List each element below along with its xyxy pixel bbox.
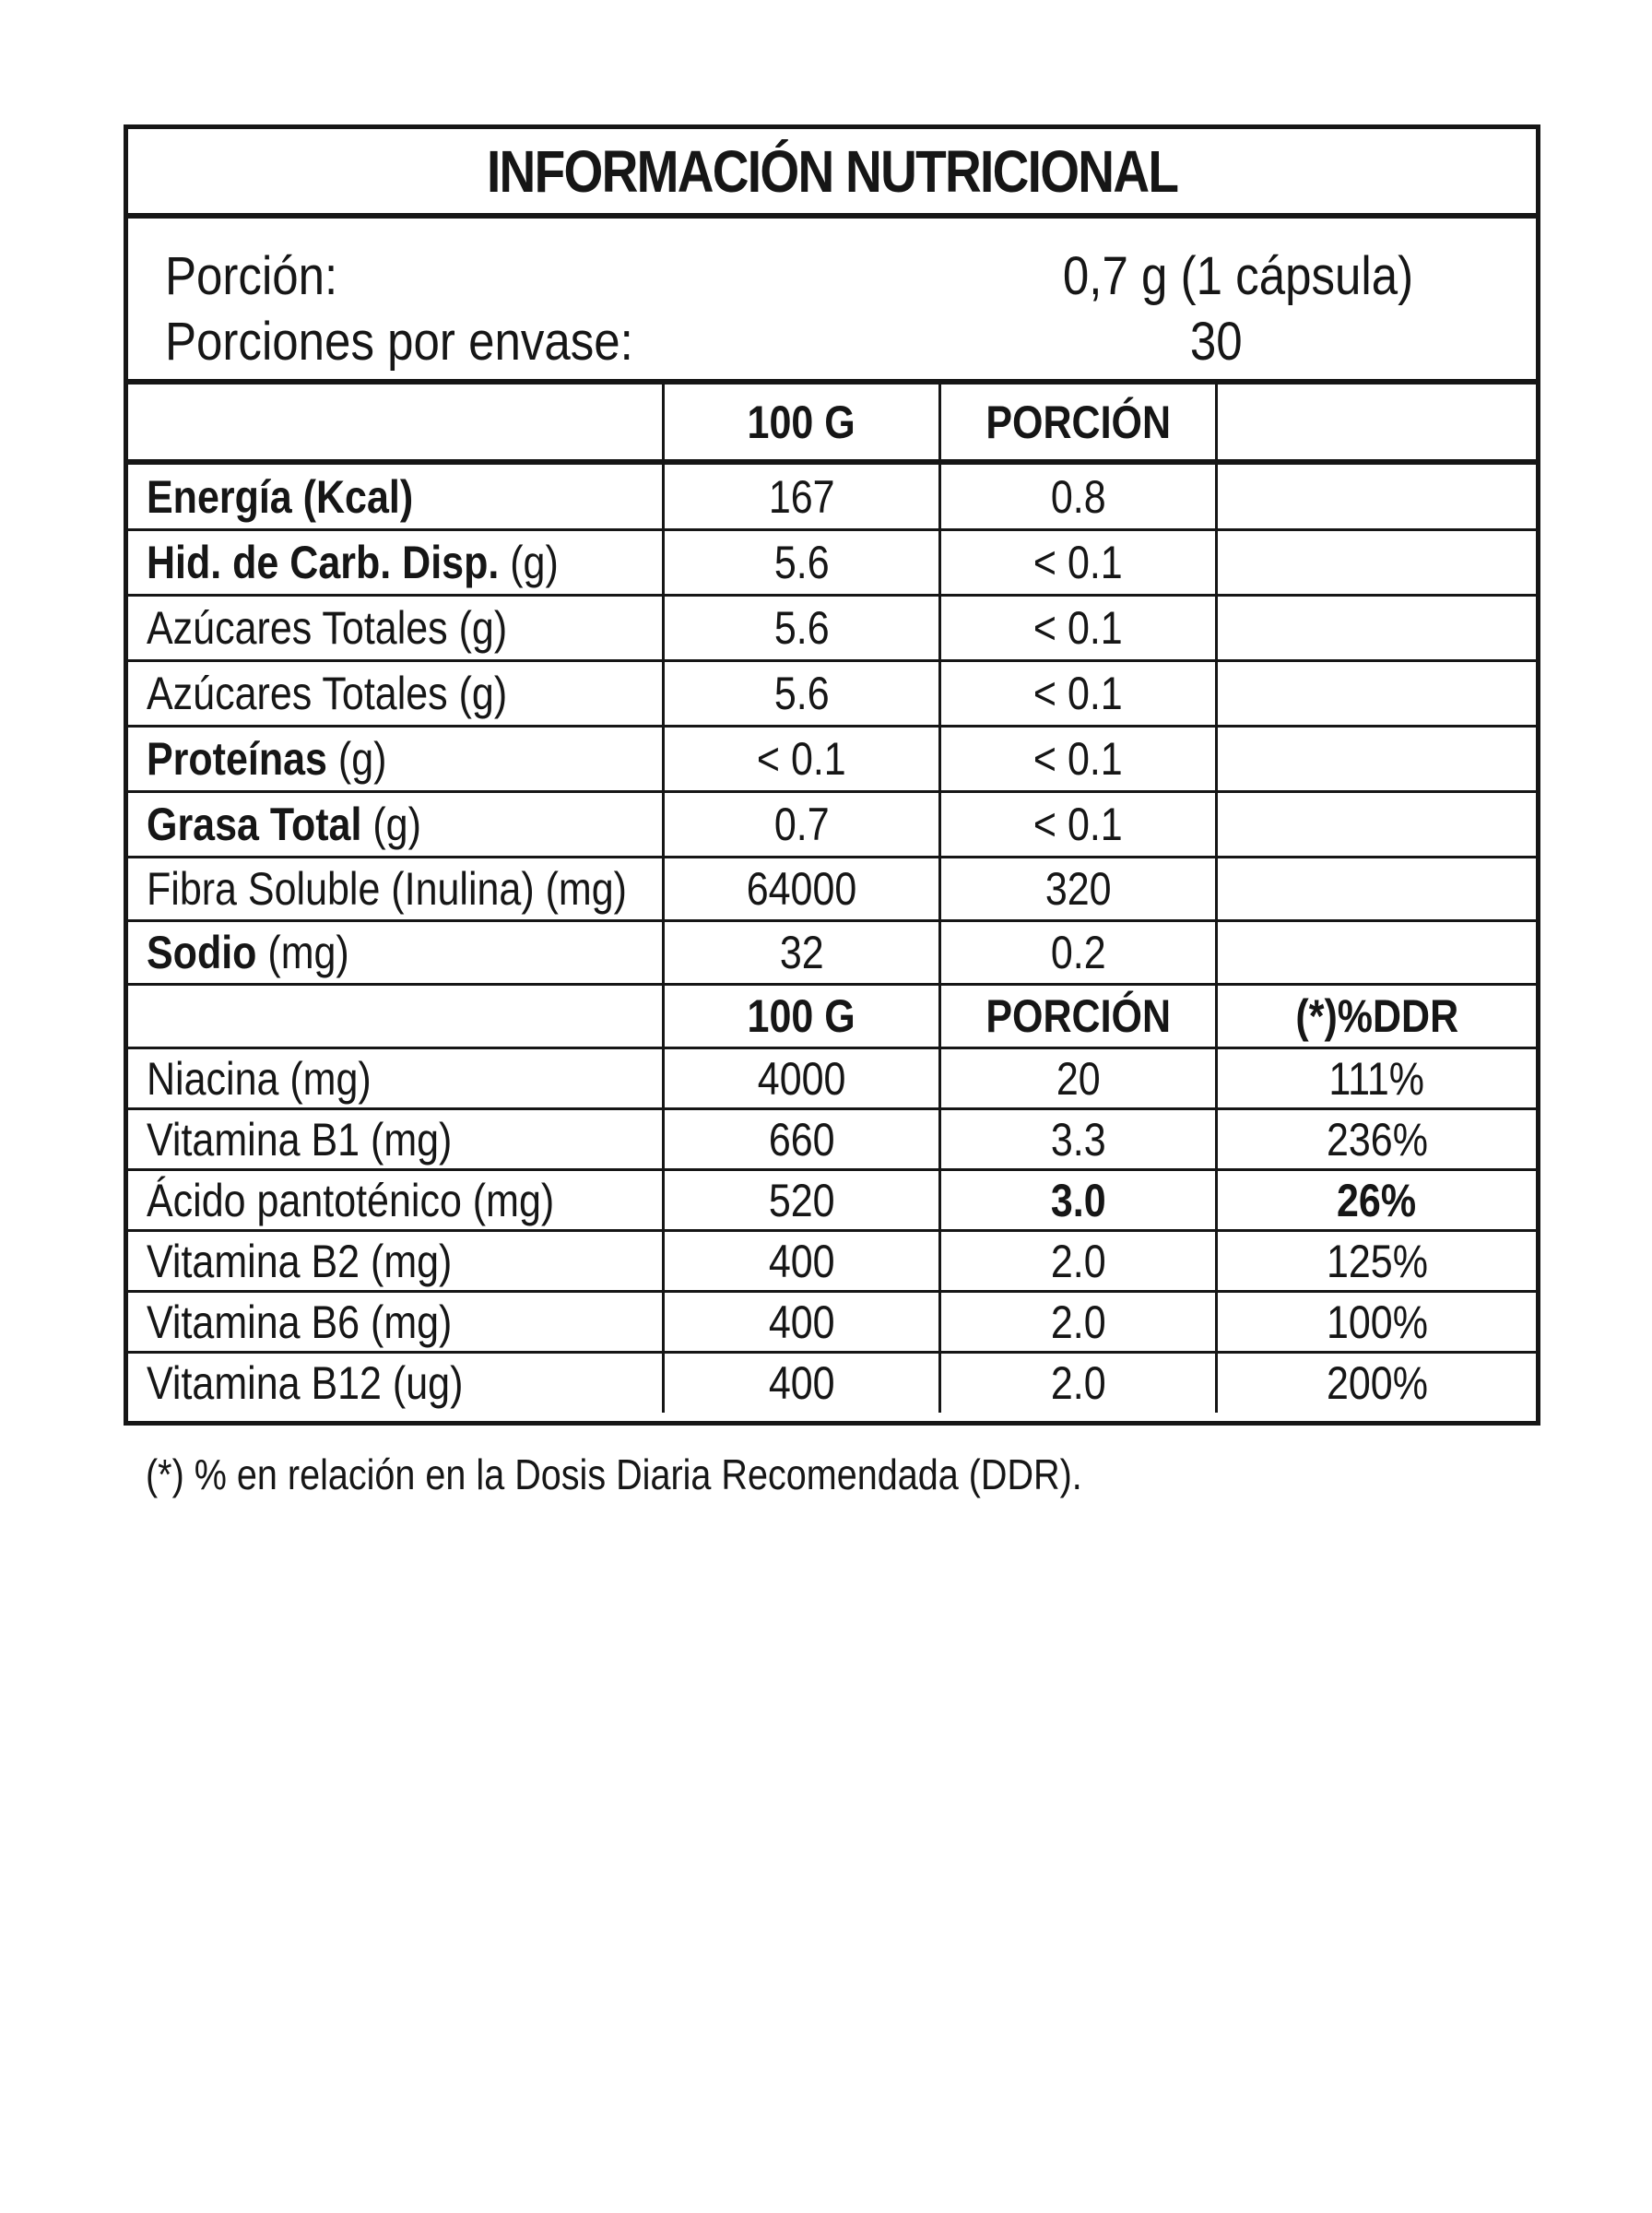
- ddr-value: 125%: [1326, 1235, 1428, 1287]
- nutrient-name-bold: Sodio: [147, 927, 257, 978]
- nutrient-name: [147, 470, 413, 524]
- table-row: [128, 597, 1536, 662]
- table-row: [128, 922, 1536, 986]
- per100-cell: [665, 465, 941, 528]
- per100-cell: [665, 728, 941, 790]
- portion-cell: [941, 1232, 1218, 1290]
- table-row: [128, 1049, 1536, 1110]
- per100-cell: [665, 1354, 941, 1413]
- nutrient-name-bold: Hid. de Carb. Disp.: [147, 537, 500, 588]
- portion-cell: [941, 793, 1218, 856]
- portion-value: 0,7 g (1 cápsula): [1062, 246, 1414, 306]
- per100-value: 5.6: [773, 602, 830, 654]
- per100-cell: [665, 1049, 941, 1107]
- ddr-value: 236%: [1326, 1113, 1428, 1166]
- per100-value: 400: [768, 1235, 835, 1287]
- per100-value: 167: [768, 470, 835, 523]
- per100-value: 5.6: [773, 668, 830, 719]
- portion-cell: [941, 1293, 1218, 1351]
- ddr-cell: [1218, 597, 1536, 659]
- ddr-cell: [1218, 858, 1536, 919]
- table-row: [128, 465, 1536, 531]
- per100-value: 660: [768, 1113, 835, 1166]
- nutrient-name: [147, 536, 559, 589]
- vitamin-name-cell: [128, 1171, 665, 1229]
- serving-info: [128, 219, 1536, 385]
- ddr-cell: [1218, 662, 1536, 725]
- table-row: [128, 1171, 1536, 1232]
- nutrient-name-bold: Energía (Kcal): [147, 470, 414, 523]
- nutrient-name: [147, 732, 386, 786]
- table-title: INFORMACIÓN NUTRICIONAL: [486, 137, 1178, 205]
- nutrient-name-unit: (mg): [256, 927, 349, 978]
- nutrient-rows: [128, 465, 1536, 986]
- nutrient-name-unit: (g): [326, 733, 387, 785]
- per100-cell: [665, 1293, 941, 1351]
- nutrient-name-unit: Azúcares Totales (g): [147, 602, 508, 654]
- vitamin-name-cell: [128, 1232, 665, 1290]
- ddr-value: 111%: [1328, 1052, 1425, 1105]
- portion-cell: [941, 1354, 1218, 1413]
- portion-value: < 0.1: [1033, 668, 1123, 719]
- portion-cell: [941, 728, 1218, 790]
- header-col-vitamin: [128, 986, 665, 1047]
- per100-cell: [665, 858, 941, 919]
- vitamin-name-cell: [128, 1049, 665, 1107]
- per100-cell: [665, 1171, 941, 1229]
- nutrient-name-cell: [128, 465, 665, 528]
- portion-cell: [941, 531, 1218, 594]
- portion-cell: [941, 597, 1218, 659]
- nutrient-name: [147, 926, 349, 979]
- portion-value: 2.0: [1050, 1296, 1106, 1348]
- vitamin-name: Vitamina B12 (ug): [147, 1357, 464, 1409]
- header-col-ddr: (*)%DDR: [1295, 990, 1458, 1042]
- portion-value: 20: [1056, 1052, 1101, 1105]
- ddr-value: 26%: [1337, 1174, 1417, 1226]
- per100-value: 0.7: [773, 799, 830, 850]
- per100-value: 4000: [757, 1052, 846, 1105]
- nutrient-name-cell: [128, 728, 665, 790]
- nutrient-name: [147, 798, 421, 851]
- per100-value: < 0.1: [757, 733, 846, 785]
- vitamin-name: Niacina (mg): [147, 1052, 372, 1105]
- portion-value: 2.0: [1050, 1235, 1106, 1287]
- vitamin-name: Vitamina B6 (mg): [147, 1296, 453, 1348]
- per100-value: 5.6: [773, 537, 830, 588]
- vitamin-name-cell: [128, 1354, 665, 1413]
- ddr-value: 200%: [1326, 1357, 1428, 1409]
- portion-value: 320: [1044, 863, 1112, 915]
- vitamin-name-cell: [128, 1110, 665, 1168]
- portion-cell: [941, 465, 1218, 528]
- per100-value: 520: [768, 1174, 835, 1226]
- portion-label: Porción:: [165, 246, 338, 306]
- header-row-vitamins: [128, 986, 1536, 1049]
- table-row: [128, 1232, 1536, 1293]
- ddr-footnote: (*) % en relación en la Dosis Diaria Recomendada (DDR).: [146, 1450, 1082, 1498]
- nutrient-name-cell: [128, 922, 665, 983]
- portion-cell: [941, 858, 1218, 919]
- nutrient-name-cell: [128, 597, 665, 659]
- per100-cell: [665, 531, 941, 594]
- vitamin-name: Vitamina B2 (mg): [147, 1235, 453, 1287]
- header-col-per100: 100 G: [665, 385, 941, 459]
- per100-value: 400: [768, 1296, 835, 1348]
- table-row: [128, 531, 1536, 597]
- portion-value: < 0.1: [1033, 799, 1123, 850]
- per100-cell: [665, 1232, 941, 1290]
- ddr-cell: [1218, 1171, 1536, 1229]
- ddr-value: 100%: [1326, 1296, 1428, 1348]
- nutrient-name: [147, 667, 507, 720]
- portion-value: 3.0: [1050, 1174, 1106, 1226]
- ddr-cell: [1218, 922, 1536, 983]
- portion-value: 2.0: [1050, 1357, 1106, 1409]
- nutrient-name-cell: [128, 858, 665, 919]
- per100-cell: [665, 597, 941, 659]
- per100-cell: [665, 922, 941, 983]
- portion-value: 3.3: [1050, 1113, 1106, 1166]
- table-row: [128, 858, 1536, 922]
- nutrient-name: [147, 601, 507, 655]
- vitamin-name: Vitamina B1 (mg): [147, 1113, 453, 1166]
- portion-value: 0.2: [1050, 927, 1106, 978]
- ddr-cell: [1218, 1049, 1536, 1107]
- nutrition-facts-table: [124, 124, 1540, 1426]
- vitamin-rows: [128, 1049, 1536, 1413]
- ddr-cell: [1218, 1232, 1536, 1290]
- table-row: [128, 793, 1536, 858]
- servings-per-container-value: 30: [1189, 312, 1243, 372]
- nutrient-name-bold: Proteínas: [147, 733, 327, 785]
- ddr-cell: [1218, 465, 1536, 528]
- header-row-main: [128, 385, 1536, 465]
- nutrient-grid: [128, 385, 1536, 1413]
- vitamin-name: Ácido pantoténico (mg): [147, 1174, 555, 1226]
- portion-cell: [941, 662, 1218, 725]
- header-col-per100: 100 G: [665, 986, 941, 1047]
- table-row: [128, 728, 1536, 793]
- servings-per-container-line: [165, 312, 1536, 373]
- portion-value: < 0.1: [1033, 733, 1123, 785]
- nutrient-name-unit: (g): [499, 537, 559, 588]
- nutrient-name: [147, 862, 627, 916]
- portion-cell: [941, 1049, 1218, 1107]
- nutrient-name-cell: [128, 662, 665, 725]
- table-row: [128, 1293, 1536, 1354]
- portion-cell: [941, 922, 1218, 983]
- portion-value: < 0.1: [1033, 537, 1123, 588]
- header-col-nutrient: [128, 385, 665, 459]
- portion-line: [165, 246, 1536, 307]
- per100-cell: [665, 662, 941, 725]
- ddr-cell: [1218, 728, 1536, 790]
- nutrient-name-unit: Azúcares Totales (g): [147, 668, 508, 719]
- portion-value: < 0.1: [1033, 602, 1123, 654]
- nutrient-name-unit: Fibra Soluble (Inulina) (mg): [147, 863, 627, 915]
- nutrient-name-unit: (g): [361, 799, 421, 850]
- per100-value: 400: [768, 1357, 835, 1409]
- header-col-portion: PORCIÓN: [941, 986, 1218, 1047]
- per100-value: 32: [779, 927, 824, 978]
- nutrient-name-cell: [128, 793, 665, 856]
- per100-value: 64000: [746, 863, 857, 915]
- header-col-portion: PORCIÓN: [941, 385, 1218, 459]
- ddr-cell: [1218, 1110, 1536, 1168]
- portion-cell: [941, 1110, 1218, 1168]
- ddr-cell: [1218, 531, 1536, 594]
- table-row: [128, 1110, 1536, 1171]
- ddr-cell: [1218, 793, 1536, 856]
- table-title-row: [128, 129, 1536, 219]
- ddr-cell: [1218, 1354, 1536, 1413]
- nutrient-name-cell: [128, 531, 665, 594]
- table-row: [128, 1354, 1536, 1413]
- nutrient-name-bold: Grasa Total: [147, 799, 362, 850]
- portion-cell: [941, 1171, 1218, 1229]
- per100-cell: [665, 793, 941, 856]
- servings-per-container-label: Porciones por envase:: [165, 312, 633, 372]
- per100-cell: [665, 1110, 941, 1168]
- vitamin-name-cell: [128, 1293, 665, 1351]
- table-row: [128, 662, 1536, 728]
- ddr-cell: [1218, 1293, 1536, 1351]
- header-col-ddr: [1218, 385, 1536, 459]
- portion-value: 0.8: [1050, 470, 1106, 523]
